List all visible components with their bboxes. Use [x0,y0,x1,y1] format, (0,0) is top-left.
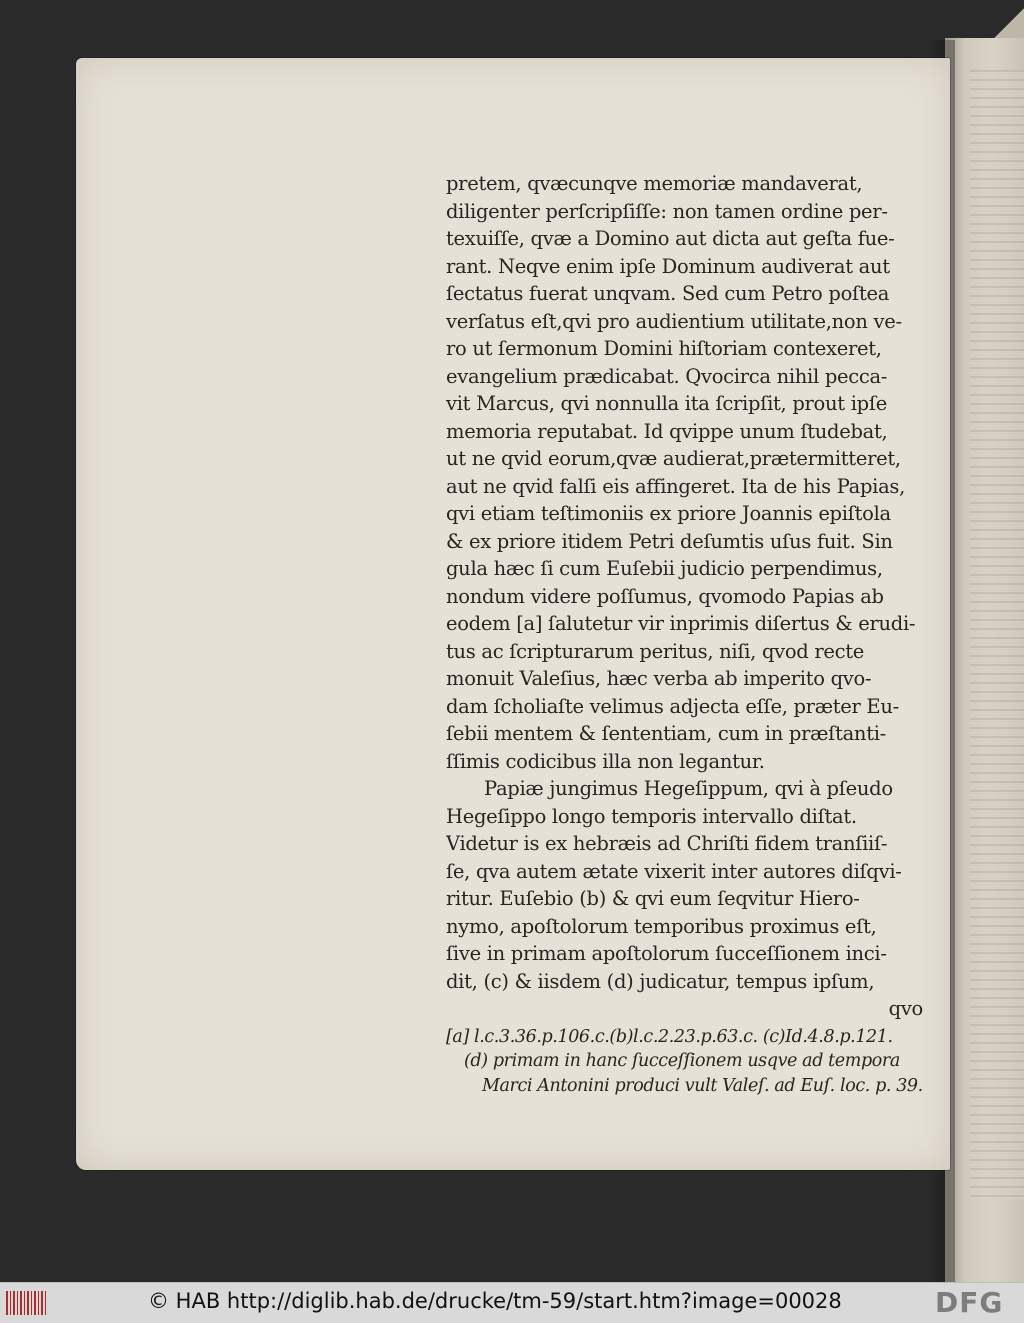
dfg-logo: DFG [935,1286,1004,1319]
footnote-line: [a] l.c.3.36.p.106.c.(b)l.c.2.23.p.63.c. (c)Id.4.8.p.121. [446,1026,893,1047]
text-line: tus ac ſcripturarum peritus, niſi, qvod recte [446,639,865,663]
text-line: ſectatus fuerat unqvam. Sed cum Petro poſtea [446,282,890,305]
footer-bar [0,1282,1024,1323]
copyright-link[interactable]: © HAB http://diglib.hab.de/drucke/tm-59/start.htm?image=00028 [148,1289,842,1313]
text-line: ro ut ſermonum Domini hiſtoriam contexeret, [446,337,882,360]
text-line: gula hæc ſi cum Euſebii judicio perpendimus, [446,557,883,580]
text-line: memoria reputabat. Id qvippe unum ſtudebat, [446,419,888,443]
text-line: ut ne qvid eorum,qvæ audierat,prætermitteret, [446,447,901,470]
book-page [76,58,950,1170]
text-line: vit Marcus, qvi nonnulla ita ſcripſit, prout ipſe [446,392,887,415]
text-line: dit, (c) & iisdem (d) judicatur, tempus ipſum, [446,969,875,993]
text-line: qvi etiam teſtimoniis ex priore Joannis epiſtola [446,502,891,525]
text-line: ſive in primam apoſtolorum ſucceſſionem inci- [446,942,887,965]
text-line: verſatus eſt,qvi pro audientium utilitate,non ve- [446,309,902,333]
text-line: nymo, apoſtolorum temporibus proximus eſt, [446,914,877,938]
text-line: ritur. Euſebio (b) & qvi eum ſeqvitur Hiero- [446,887,860,910]
page-text [446,170,951,1098]
text-line: pretem, qvæcunqve memoriæ mandaverat, [446,172,863,195]
text-line: monuit Valeſius, hæc verba ab imperito qvo- [446,667,872,690]
text-line: dam ſcholiaſte velimus adjecta eſſe, præter Eu- [446,694,899,718]
footnotes [446,1025,951,1099]
footnote-line: (d) primam in hanc ſucceſſionem usqve ad tempora [464,1051,900,1071]
text-line: aut ne qvid falſi eis affingeret. Ita de his Papias, [446,474,906,498]
text-line: ſe, qva autem ætate vixerit inter autores diſqvi- [446,859,902,883]
text-line: Papiæ jungimus Hegeſippum, qvi à pſeudo [484,777,893,800]
catchword: qvo [888,997,923,1020]
text-line: evangelium prædicabat. Qvocirca nihil pecca- [446,364,888,388]
text-line: ſebii mentem & ſententiam, cum in præſtanti- [446,722,886,745]
text-line: nondum videre poſſumus, qvomodo Papias ab [446,584,884,608]
text-line: texuiſſe, qvæ a Domino aut dicta aut geſta fue- [446,227,895,250]
text-line: Videtur is ex hebræis ad Chriſti fidem tranſiiſ- [446,832,888,855]
text-line: Hegeſippo longo temporis intervallo diſtat. [446,804,857,828]
text-line: & ex priore itidem Petri deſumtis uſus fuit. Sin [446,529,893,553]
text-line: diligenter perſcripſiſſe: non tamen ordine per- [446,199,888,223]
facing-page-text-edge [970,70,1024,1200]
footnote-line: Marci Antonini produci vult Valeſ. ad Euſ. loc. p. 39. [482,1075,923,1096]
text-line: rant. Neqve enim ipſe Dominum audiverat aut [446,254,890,278]
text-line: ſſimis codicibus illa non legantur. [446,749,765,773]
barcode-icon [6,1291,48,1315]
text-line: eodem [a] ſalutetur vir inprimis diſertus & erudi- [446,612,916,635]
